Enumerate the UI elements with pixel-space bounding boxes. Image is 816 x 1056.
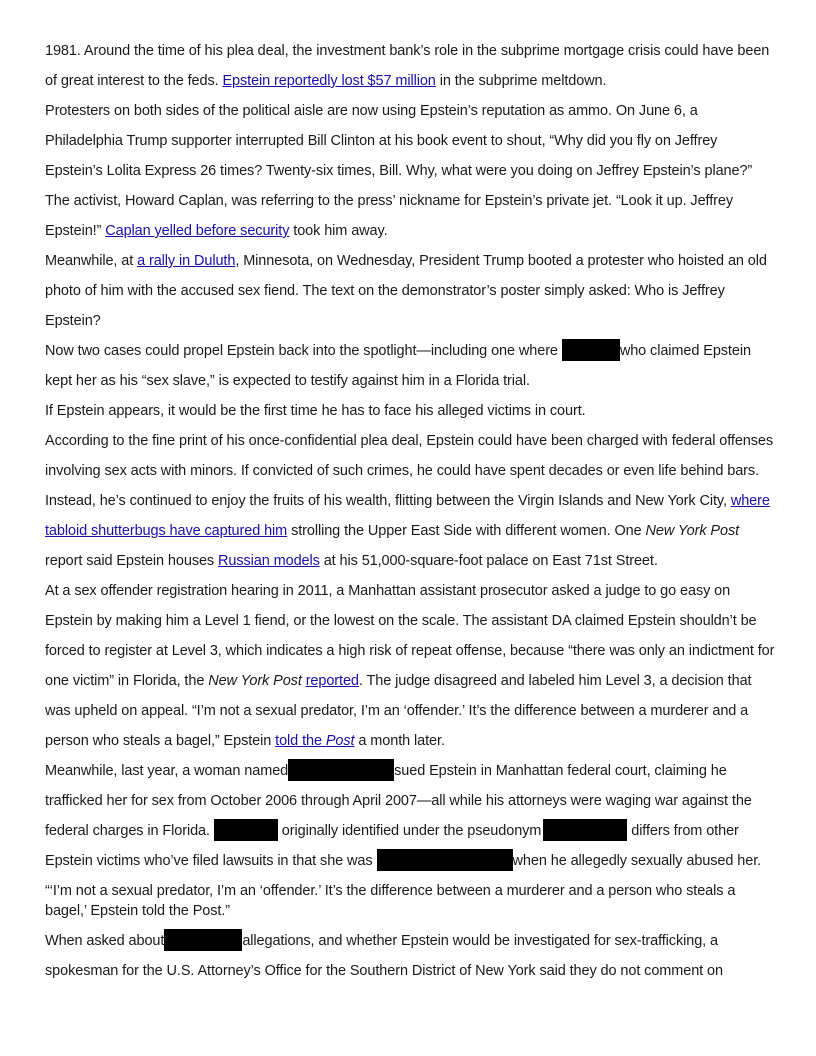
- link-rally-in-duluth[interactable]: a rally in Duluth: [137, 253, 236, 269]
- link-caplan-yelled[interactable]: Caplan yelled before security: [105, 223, 290, 239]
- redaction-block: [562, 339, 620, 361]
- article-body: [45, 36, 775, 986]
- paragraph-lawsuit: Meanwhile, last year, a woman named sued Epstein in Manhattan federal court, claiming he trafficked her for sex from October 2006 through April 2007—all while his attorneys were waging war against the federal charges in Florida. originally identified under the pseudonym differs from other Epstein victims who’ve filed lawsuits in that she was when he allegedly sexually abused her.: [45, 756, 775, 876]
- link-reported[interactable]: reported: [305, 673, 359, 689]
- paragraph-no-comment: When asked about allegations, and whether Epstein would be investigated for sex-trafficking, a spokesman for the U.S. Attorney’s Office for the Southern District of New York said they do not comment on: [45, 926, 775, 986]
- paragraph-plea-deal: According to the fine print of his once-confidential plea deal, Epstein could have been charged with federal offenses involving sex acts with minors. If convicted of such crimes, he could have spent decades or even life behind bars.: [45, 433, 774, 479]
- paragraph-pull-quote: “‘I’m not a sexual predator, I’m an ‘offender.’ It’s the difference between a murderer and a person who steals a bagel,’ Epstein told the Post.”: [45, 883, 736, 919]
- link-russian-models[interactable]: Russian models: [218, 553, 320, 569]
- link-tabloid-shutterbugs[interactable]: where tabloid shutterbugs have captured him: [45, 493, 770, 539]
- paragraph-protesters: Protesters on both sides of the political aisle are now using Epstein’s reputation as ammo. On June 6, a Philadelphia Trump supporter interrupted Bill Clinton at his book event to shout, “Why did you fly on Jeffrey Epstein’s Lolita Express 26 times? Twenty-six times, Bill. Why, what were you doing on Jeffrey Epstein’s plane?” The activist, Howard Caplan, was referring to the press’ nickname for Epstein’s private jet. “Look it up. Jeffrey Epstein!” Caplan yelled before security took him away.: [45, 103, 753, 239]
- redaction-block: [543, 819, 627, 841]
- paragraph-subprime: 1981. Around the time of his plea deal, the investment bank’s role in the subprime mortgage crisis could have been of great interest to the feds. Epstein reportedly lost $57 million in the subprime meltdown.: [45, 43, 770, 89]
- paragraph-first-time: If Epstein appears, it would be the first time he has to face his alleged victims in court.: [45, 403, 586, 419]
- redaction-block: [164, 929, 242, 951]
- link-told-the-post[interactable]: told the Post: [275, 733, 355, 749]
- redaction-block: [377, 849, 513, 871]
- redaction-block: [288, 759, 394, 781]
- paragraph-wealth: Instead, he’s continued to enjoy the fruits of his wealth, flitting between the Virgin Islands and New York City, where tabloid shutterbugs have captured him strolling the Upper East Side with different women. One New York Post report said Epstein houses Russian models at his 51,000-square-foot palace on East 71st Street.: [45, 493, 770, 569]
- paragraph-duluth-rally: Meanwhile, at a rally in Duluth, Minnesota, on Wednesday, President Trump booted a protester who hoisted an old photo of him with the accused sex fiend. The text on the demonstrator’s poster simply asked: Who is Jeffrey Epstein?: [45, 253, 767, 329]
- link-epstein-lost-57-million[interactable]: Epstein reportedly lost $57 million: [222, 73, 436, 89]
- redaction-block: [214, 819, 278, 841]
- paragraph-two-cases: Now two cases could propel Epstein back into the spotlight—including one where who claimed Epstein kept her as his “sex slave,” is expected to testify against him in a Florida trial.: [45, 336, 775, 396]
- paragraph-registration-hearing: At a sex offender registration hearing in 2011, a Manhattan assistant prosecutor asked a judge to go easy on Epstein by making him a Level 1 fiend, or the lowest on the scale. The assistant DA claimed Epstein shouldn’t be forced to register at Level 3, which indicates a high risk of repeat offense, because “there was only an indictment for one victim” in Florida, the New York Post reported. The judge disagreed and labeled him Level 3, a decision that was upheld on appeal. “I’m not a sexual predator, I’m an ‘offender.’ It’s the difference between a murderer and a person who steals a bagel,” Epstein told the Post a month later.: [45, 583, 775, 749]
